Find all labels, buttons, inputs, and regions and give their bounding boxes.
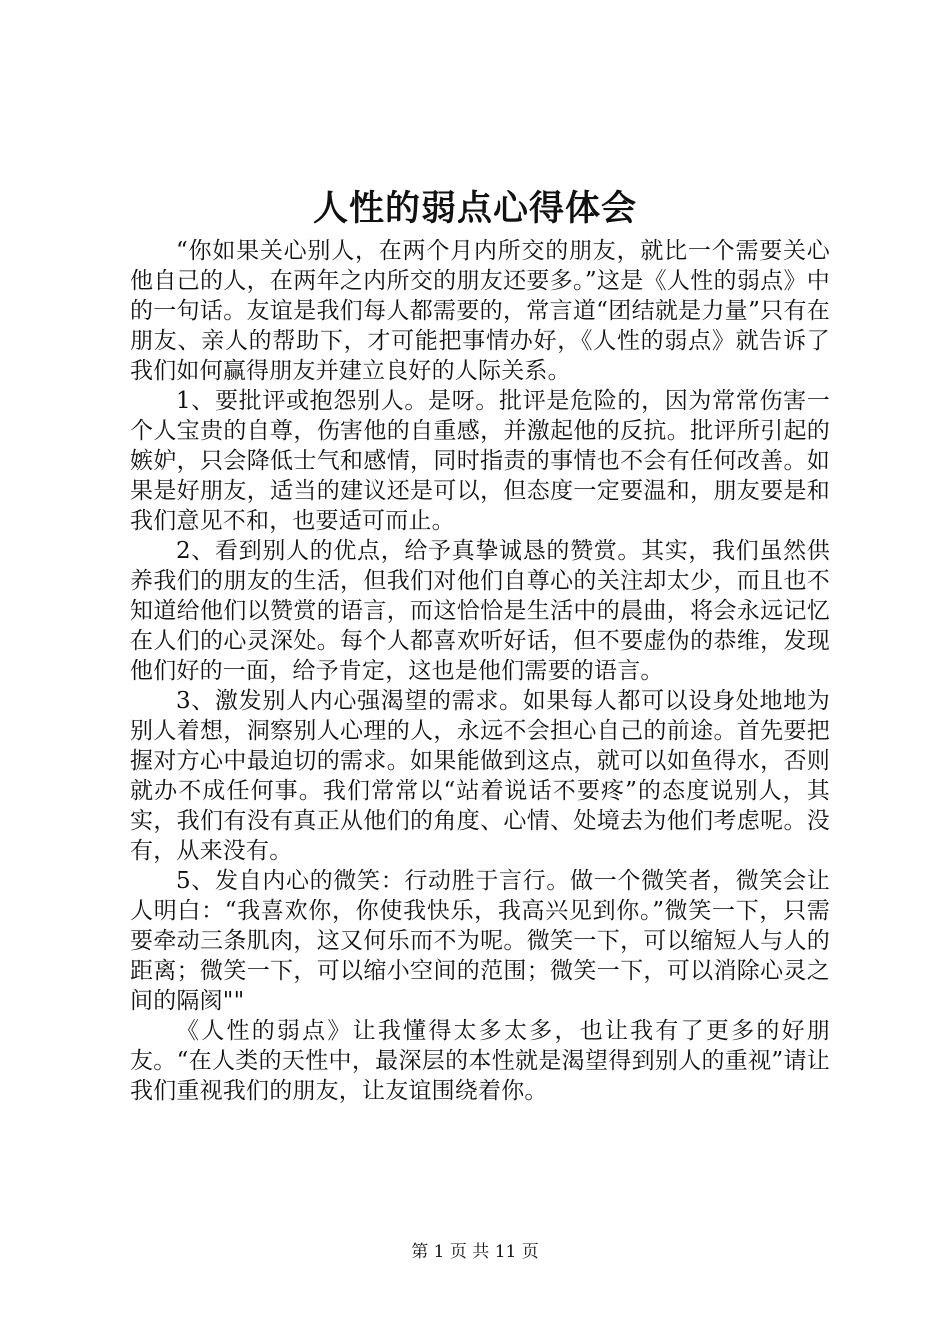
paragraph-point-5: 5、发自内心的微笑：行动胜于言行。做一个微笑者，微笑会让人明白：“我喜欢你，你使我快乐，我高兴见到你。”微笑一下，只需要牵动三条肌肉，这又何乐而不为呢。微笑一下，可以缩短人与人的距离；微笑一下，可以缩小空间的范围；微笑一下，可以消除心灵之间的隔阂"" bbox=[130, 868, 830, 1014]
paragraph-intro: “你如果关心别人，在两个月内所交的朋友，就比一个需要关心他自己的人，在两年之内所交的朋友还要多。”这是《人性的弱点》中的一句话。友谊是我们每人都需要的，常言道“团结就是力量”只有在朋友、亲人的帮助下，才可能把事情办好，《人性的弱点》就告诉了我们如何赢得朋友并建立良好的人际关系。 bbox=[130, 238, 830, 384]
page-footer: 第 1 页 共 11 页 bbox=[411, 1242, 539, 1262]
paragraph-point-1: 1、要批评或抱怨别人。是呀。批评是危险的，因为常常伤害一个人宝贵的自尊，伤害他的自重感，并激起他的反抗。批评所引起的嫉妒，只会降低士气和感情，同时指责的事情也不会有任何改善。如果是好朋友，适当的建议还是可以，但态度一定要温和，朋友要是和我们意见不和，也要适可而止。 bbox=[130, 388, 830, 534]
paragraph-point-2: 2、看到别人的优点，给予真挚诚恳的赞赏。其实，我们虽然供养我们的朋友的生活，但我们对他们自尊心的关注却太少，而且也不知道给他们以赞赏的语言，而这恰恰是生活中的晨曲，将会永远记忆在人们的心灵深处。每个人都喜欢听好话，但不要虚伪的恭维，发现他们好的一面，给予肯定，这也是他们需要的语言。 bbox=[130, 538, 830, 684]
document-body bbox=[130, 236, 830, 1106]
paragraph-point-3: 3、激发别人内心强渴望的需求。如果每人都可以设身处地地为别人着想，洞察别人心理的人，永远不会担心自己的前途。首先要把握对方心中最迫切的需求。如果能做到这点，就可以如鱼得水，否则就办不成任何事。我们常常以“站着说话不要疼”的态度说别人，其实，我们有没有真正从他们的角度、心情、处境去为他们考虑呢。没有，从来没有。 bbox=[130, 688, 830, 864]
paragraph-conclusion: 《人性的弱点》让我懂得太多太多，也让我有了更多的好朋友。“在人类的天性中，最深层的本性就是渴望得到别人的重视”请让我们重视我们的朋友，让友谊围绕着你。 bbox=[130, 1018, 830, 1104]
page-title: 人性的弱点心得体会 bbox=[312, 188, 637, 229]
